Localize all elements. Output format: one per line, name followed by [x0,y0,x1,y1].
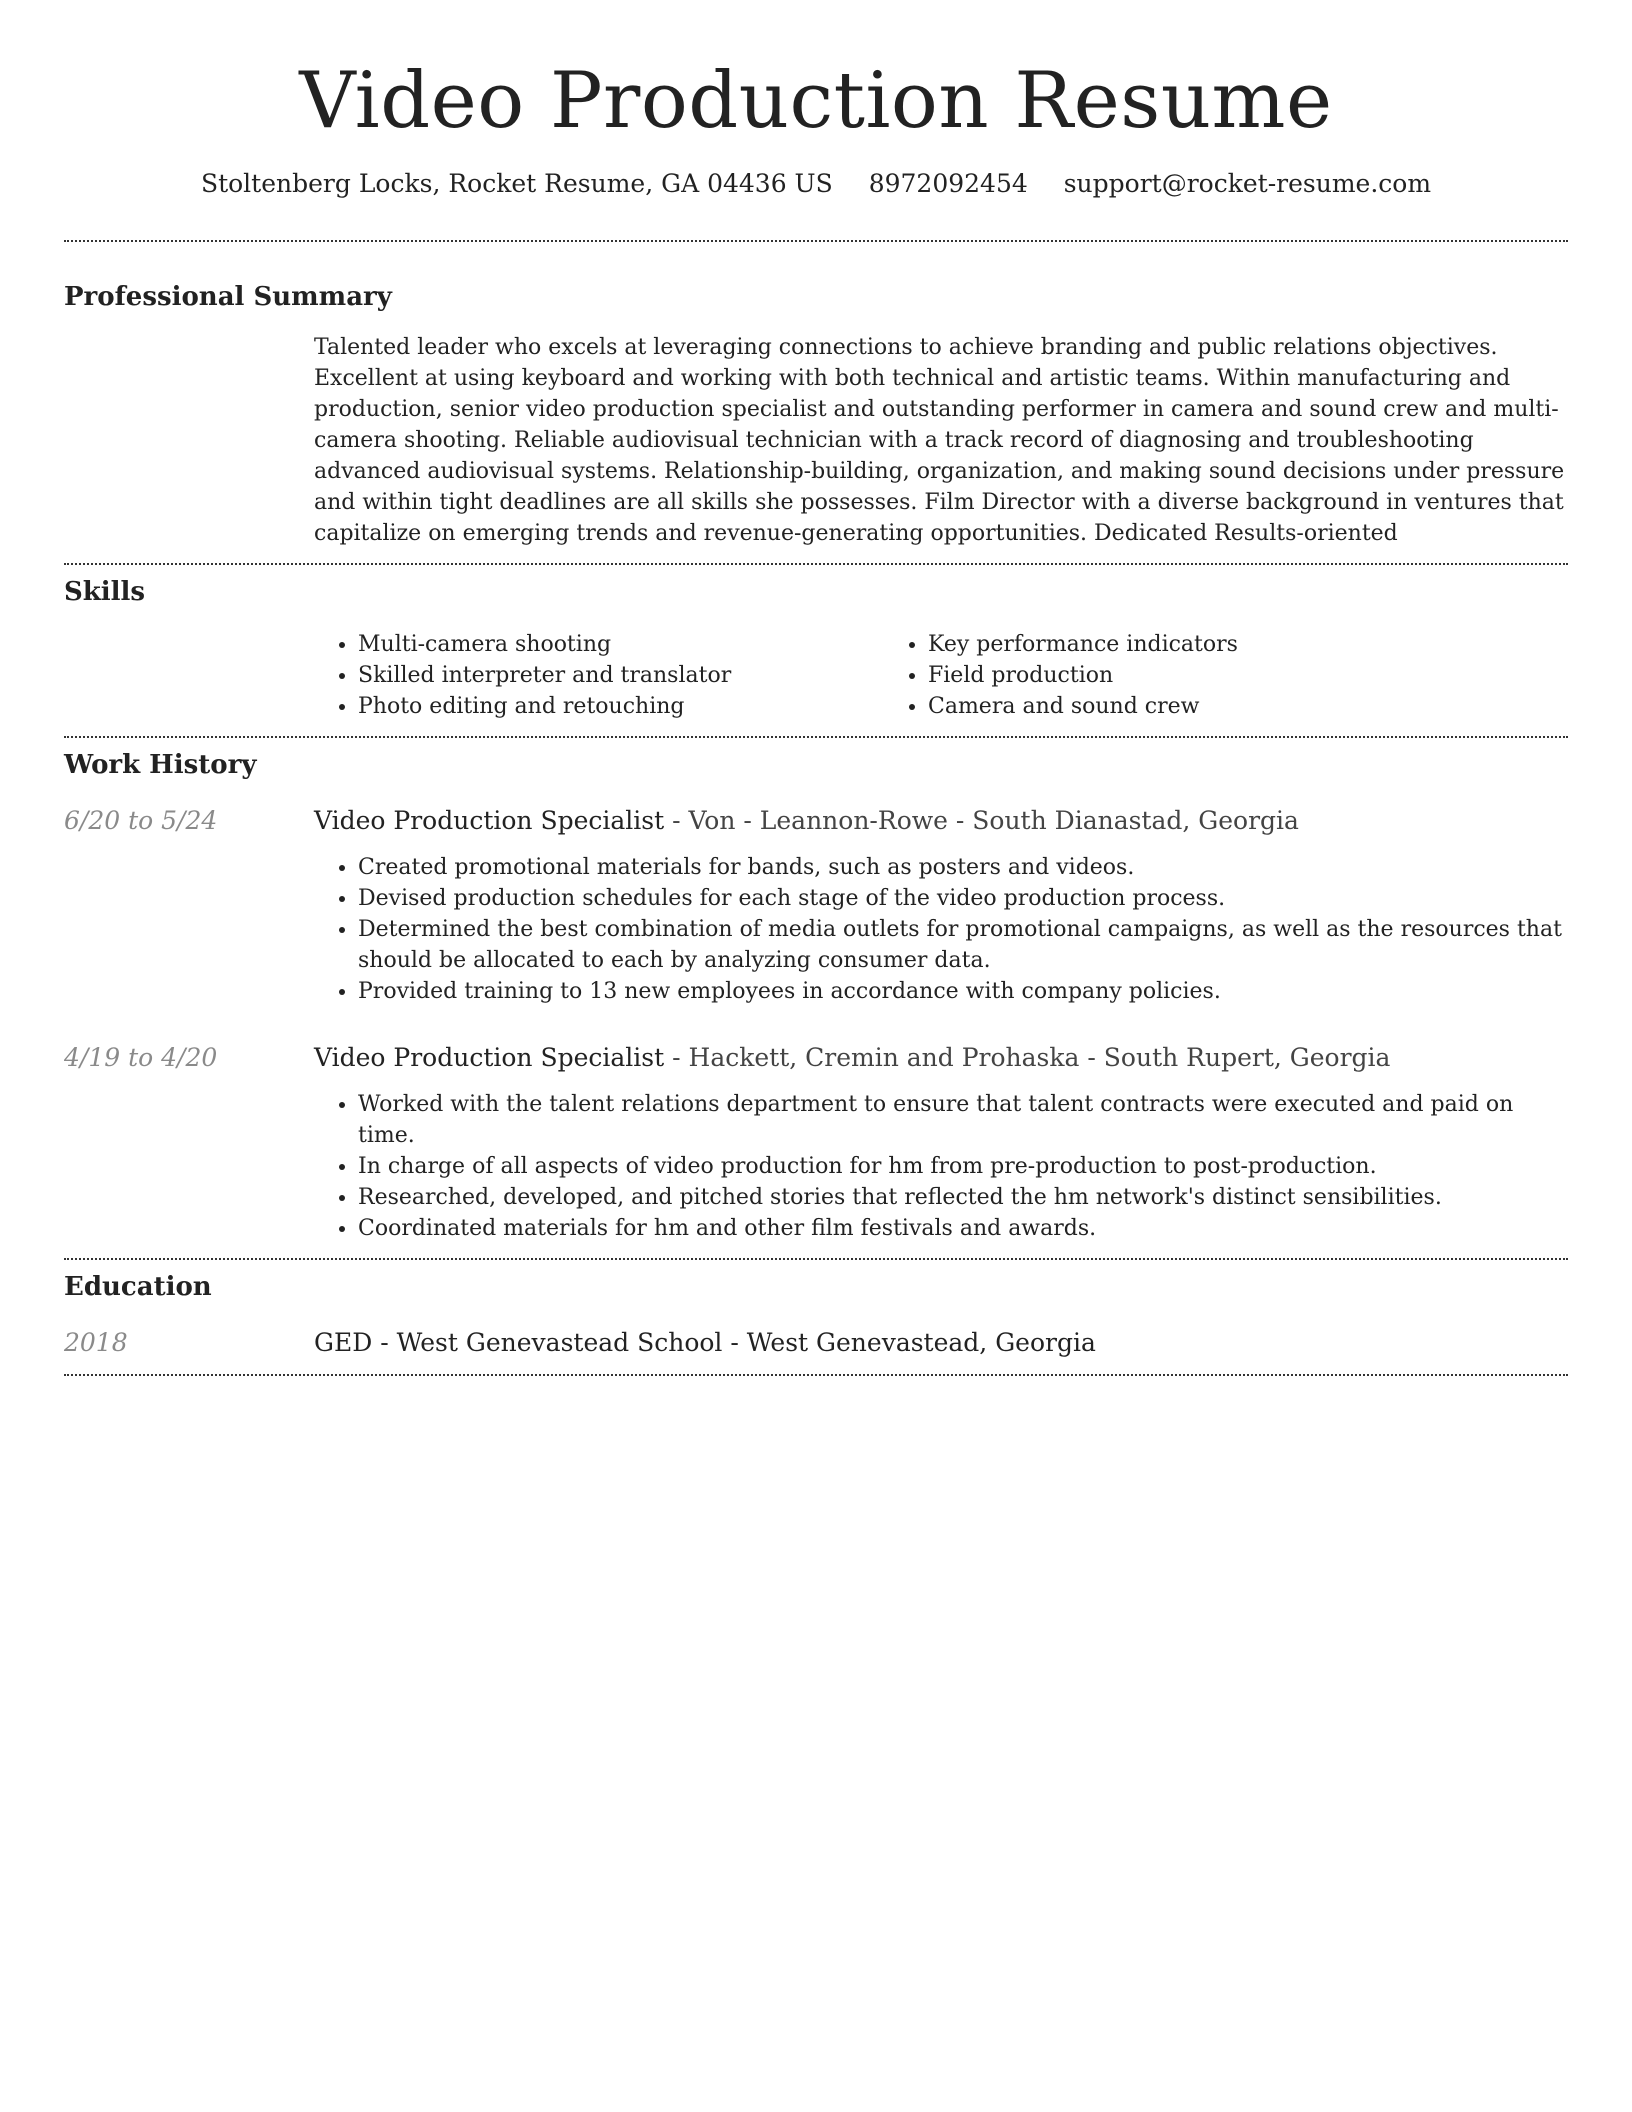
skills-list-left [314,629,884,722]
job-role: Video Production Specialist [314,806,665,835]
job-bullet: • In charge of all aspects of video production for hm from pre-production to post-production. [358,1151,1568,1182]
skill-item: • Multi-camera shooting [358,629,884,660]
education-entry: GED - West Genevastead School - West Genevastead, Georgia [314,1328,1096,1357]
contact-phone: 8972092454 [868,169,1028,198]
job-bullet: • Coordinated materials for hm and other film festivals and awards. [358,1213,1568,1244]
skill-item: • Skilled interpreter and translator [358,660,884,691]
job-title [314,1041,1568,1075]
job-dates: 4/19 to 4/20 [64,1043,218,1072]
skill-item: • Key performance indicators [928,629,1454,660]
contact-address: Stoltenberg Locks, Rocket Resume, GA 04436 US [200,169,833,198]
summary-text: Talented leader who excels at leveraging connections to achieve branding and public relations objectives. Excellent at using keyboard and working with both technical and artistic teams. Within manufacturing and production, senior video production specialist and outstanding performer in camera and sound crew and multi-camera shooting. Reliable audiovisual technician with a track record of diagnosing and troubleshooting advanced audiovisual systems. Relationship-building, organization, and making sound decisions under pressure and within tight deadlines are all skills she possesses. Film Director with a diverse background in ventures that capitalize on emerging trends and revenue-generating opportunities. Dedicated Results-oriented [314,335,1565,546]
summary-divider [64,563,1568,565]
job-bullets [314,852,1568,1007]
work-divider [64,1258,1568,1260]
header-divider [64,240,1568,242]
education-heading: Education [64,1272,212,1302]
job-entry [64,804,1568,1007]
skills-divider [64,736,1568,738]
skill-item: • Field production [928,660,1454,691]
skills-heading: Skills [64,577,146,607]
education-year: 2018 [64,1328,128,1357]
summary-heading: Professional Summary [64,282,392,312]
skill-item: • Camera and sound crew [928,691,1454,722]
job-details: - Von - Leannon-Rowe - South Dianastad, Georgia [664,806,1299,835]
job-bullet: • Researched, developed, and pitched stories that reflected the hm network's distinct sensibilities. [358,1182,1568,1213]
contact-line [64,168,1568,200]
job-bullet: • Determined the best combination of media outlets for promotional campaigns, as well as the resources that should be allocated to each by analyzing consumer data. [358,914,1568,976]
skill-item: • Photo editing and retouching [358,691,884,722]
education-divider [64,1374,1568,1376]
job-details: - Hackett, Cremin and Prohaska - South Rupert, Georgia [664,1043,1391,1072]
skills-list-right [884,629,1454,722]
job-bullets [314,1089,1568,1244]
job-bullet: • Devised production schedules for each stage of the video production process. [358,883,1568,914]
skills-grid [314,629,1568,722]
work-heading: Work History [64,750,257,780]
work-section [64,748,1568,1244]
job-bullet: • Provided training to 13 new employees in accordance with company policies. [358,976,1568,1007]
job-dates: 6/20 to 5/24 [64,806,218,835]
summary-section [64,280,1568,549]
job-entry [64,1041,1568,1244]
job-title [314,804,1568,838]
contact-email: support@rocket-resume.com [1063,169,1432,198]
job-role: Video Production Specialist [314,1043,665,1072]
skills-section [64,575,1568,722]
education-section [64,1270,1568,1360]
job-bullet: • Worked with the talent relations department to ensure that talent contracts were executed and paid on time. [358,1089,1568,1151]
resume-title: Video Production Resume [299,56,1333,146]
job-bullet: • Created promotional materials for bands, such as posters and videos. [358,852,1568,883]
